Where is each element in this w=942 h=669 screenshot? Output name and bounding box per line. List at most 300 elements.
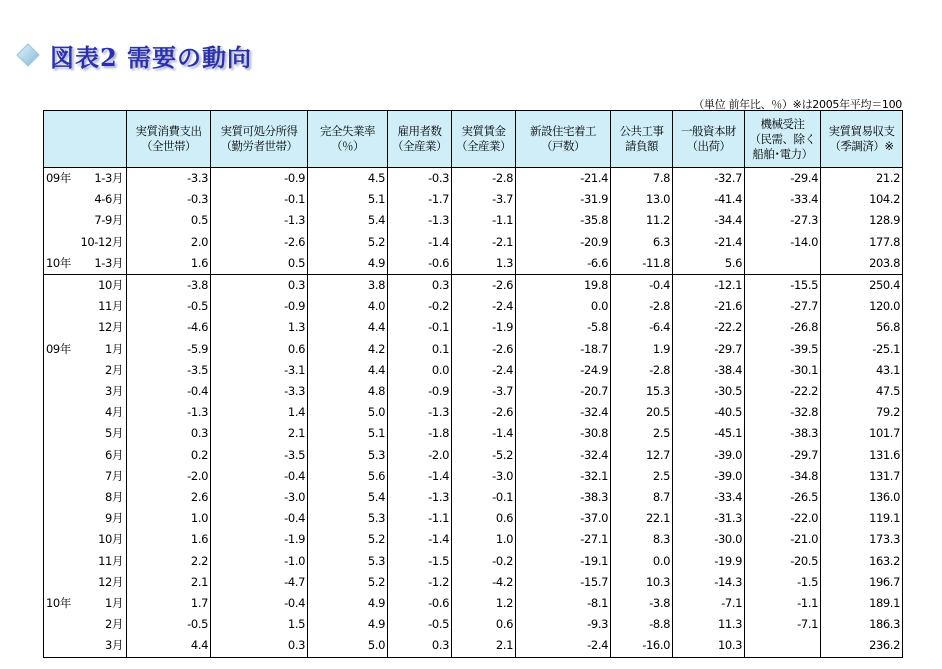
table-cell: -0.2 <box>388 296 452 317</box>
table-cell: 5.2 <box>308 529 388 550</box>
table-cell: -1.0 <box>211 551 308 572</box>
table-cell: -14.3 <box>673 572 745 593</box>
table-cell: -20.9 <box>516 232 611 253</box>
table-cell: -2.6 <box>452 402 516 423</box>
row-label <box>44 551 127 572</box>
row-label <box>44 572 127 593</box>
table-cell: 2.5 <box>611 423 673 444</box>
table-cell: 131.6 <box>821 445 903 466</box>
table-cell: 0.0 <box>388 360 452 381</box>
table-cell: -32.4 <box>516 445 611 466</box>
table-row <box>44 339 903 360</box>
table-row <box>44 402 903 423</box>
row-period: 11月 <box>98 553 123 568</box>
table-cell: -2.4 <box>516 635 611 657</box>
table-cell: -18.7 <box>516 339 611 360</box>
table-cell: 0.5 <box>127 210 211 231</box>
table-cell: -1.3 <box>388 402 452 423</box>
table-cell: -29.7 <box>745 445 821 466</box>
table-cell: 2.1 <box>127 572 211 593</box>
table-cell: -15.5 <box>745 275 821 297</box>
row-year: 10年 <box>46 255 71 270</box>
table-cell: -29.7 <box>673 339 745 360</box>
table-cell: 5.2 <box>308 232 388 253</box>
table-cell: -4.7 <box>211 572 308 593</box>
row-year: 10年 <box>46 596 71 611</box>
row-period: 1月 <box>104 596 123 611</box>
table-cell: 11.3 <box>673 614 745 635</box>
table-cell: 7.8 <box>611 168 673 190</box>
table-cell: -5.8 <box>516 317 611 338</box>
table-cell: -2.4 <box>452 360 516 381</box>
table-cell: 4.9 <box>308 614 388 635</box>
table-cell: -1.2 <box>388 572 452 593</box>
header-cell: 機械受注 （民需、除く 船舶･電力） <box>745 111 821 168</box>
table-row <box>44 253 903 275</box>
table-cell: -1.4 <box>452 423 516 444</box>
unit-note: （単位 前年比、％）※は2005年平均＝100 <box>693 98 902 111</box>
table-cell: 203.8 <box>821 253 903 275</box>
table-row <box>44 593 903 614</box>
table-cell: -21.4 <box>516 168 611 190</box>
table-cell: 79.2 <box>821 402 903 423</box>
table-cell: 4.9 <box>308 253 388 275</box>
row-period: 6月 <box>104 447 123 462</box>
table-cell: 19.8 <box>516 275 611 297</box>
header-cell: 新設住宅着工 （戸数） <box>516 111 611 168</box>
table-cell: -0.1 <box>388 317 452 338</box>
table-cell: -30.0 <box>673 529 745 550</box>
table-cell: -6.4 <box>611 317 673 338</box>
table-cell: 8.7 <box>611 487 673 508</box>
row-period: 2月 <box>104 362 123 377</box>
row-label <box>44 317 127 338</box>
header-cell: 実質消費支出 （全世帯） <box>127 111 211 168</box>
table-cell: -25.1 <box>821 339 903 360</box>
table-cell: -12.1 <box>673 275 745 297</box>
table-cell: 1.6 <box>127 253 211 275</box>
table-cell: 4.4 <box>308 317 388 338</box>
table-cell: -4.2 <box>452 572 516 593</box>
table-cell: -1.4 <box>388 232 452 253</box>
table-cell: -29.4 <box>745 168 821 190</box>
table-row <box>44 423 903 444</box>
row-period: 12月 <box>98 574 123 589</box>
table-cell: 2.1 <box>452 635 516 657</box>
table-cell: -15.7 <box>516 572 611 593</box>
row-label <box>44 593 127 614</box>
header-cell: 実質貿易収支 （季調済）※ <box>821 111 903 168</box>
table-cell: -24.9 <box>516 360 611 381</box>
table-cell: 6.3 <box>611 232 673 253</box>
table-cell: 120.0 <box>821 296 903 317</box>
table-cell: -1.9 <box>452 317 516 338</box>
table-cell: -3.7 <box>452 189 516 210</box>
table-cell: -4.6 <box>127 317 211 338</box>
table-cell: -26.8 <box>745 317 821 338</box>
table-cell: -2.6 <box>452 275 516 297</box>
table-cell: -0.6 <box>388 253 452 275</box>
table-cell: 47.5 <box>821 381 903 402</box>
table-cell: -0.2 <box>452 551 516 572</box>
table-cell: 189.1 <box>821 593 903 614</box>
row-label <box>44 296 127 317</box>
table-cell: -1.5 <box>388 551 452 572</box>
table-cell: -0.9 <box>388 381 452 402</box>
table-cell: -0.1 <box>452 487 516 508</box>
table-cell: -0.4 <box>211 466 308 487</box>
table-cell: 0.0 <box>516 296 611 317</box>
table-cell: -0.9 <box>211 296 308 317</box>
table-cell: -19.9 <box>673 551 745 572</box>
table-cell: -3.1 <box>211 360 308 381</box>
table-cell: -8.1 <box>516 593 611 614</box>
table-cell: -3.5 <box>127 360 211 381</box>
table-cell: 0.3 <box>211 275 308 297</box>
row-label <box>44 466 127 487</box>
row-period: 10月 <box>98 278 123 293</box>
table-cell: 0.2 <box>127 445 211 466</box>
table-cell: 15.3 <box>611 381 673 402</box>
table-cell: 1.6 <box>127 529 211 550</box>
table-cell: -1.5 <box>745 572 821 593</box>
table-cell: 131.7 <box>821 466 903 487</box>
table-cell: 0.3 <box>388 275 452 297</box>
table-cell: -21.4 <box>673 232 745 253</box>
table-cell: -41.4 <box>673 189 745 210</box>
row-year: 09年 <box>46 341 71 356</box>
table-cell: -39.0 <box>673 466 745 487</box>
table-row <box>44 529 903 550</box>
row-label <box>44 614 127 635</box>
table-cell: 128.9 <box>821 210 903 231</box>
row-label <box>44 232 127 253</box>
table-cell: -27.7 <box>745 296 821 317</box>
row-label <box>44 423 127 444</box>
table-cell: -2.8 <box>611 360 673 381</box>
table-row <box>44 635 903 657</box>
table-cell: 4.0 <box>308 296 388 317</box>
table-cell: 1.3 <box>452 253 516 275</box>
table-cell: -3.3 <box>127 168 211 190</box>
row-period: 10月 <box>98 532 123 547</box>
table-cell: 0.1 <box>388 339 452 360</box>
row-label <box>44 275 127 297</box>
table-cell: -2.0 <box>388 445 452 466</box>
table-cell: 1.7 <box>127 593 211 614</box>
table-cell: -35.8 <box>516 210 611 231</box>
table-row <box>44 614 903 635</box>
table-cell: 1.0 <box>127 508 211 529</box>
row-label <box>44 508 127 529</box>
table-cell: -27.1 <box>516 529 611 550</box>
table-cell: -3.8 <box>611 593 673 614</box>
table-cell: -0.4 <box>211 508 308 529</box>
row-period: 5月 <box>104 426 123 441</box>
table-row <box>44 381 903 402</box>
table-cell: -26.5 <box>745 487 821 508</box>
table-cell: -0.9 <box>211 168 308 190</box>
row-period: 4-6月 <box>94 192 123 207</box>
table-row <box>44 296 903 317</box>
table-cell: -27.3 <box>745 210 821 231</box>
table-cell: 56.8 <box>821 317 903 338</box>
row-period: 4月 <box>104 405 123 420</box>
table-row <box>44 210 903 231</box>
table-cell: 101.7 <box>821 423 903 444</box>
table-cell: -1.7 <box>388 189 452 210</box>
diamond-icon <box>16 43 40 67</box>
row-period: 3月 <box>104 384 123 399</box>
table-cell: 43.1 <box>821 360 903 381</box>
table-cell: 5.0 <box>308 402 388 423</box>
table-cell: -0.5 <box>127 614 211 635</box>
table-cell: -1.3 <box>211 210 308 231</box>
table-cell: -33.4 <box>745 189 821 210</box>
table-cell: 2.1 <box>211 423 308 444</box>
table-cell: 0.6 <box>211 339 308 360</box>
demand-trend-table <box>43 110 903 658</box>
table-cell: 0.0 <box>611 551 673 572</box>
table-cell: 20.5 <box>611 402 673 423</box>
header-cell: 雇用者数 （全産業） <box>388 111 452 168</box>
table-cell: -34.4 <box>673 210 745 231</box>
header-blank <box>44 111 127 168</box>
table-row <box>44 466 903 487</box>
table-cell: 0.5 <box>211 253 308 275</box>
table-cell: -2.6 <box>211 232 308 253</box>
table-cell: -37.0 <box>516 508 611 529</box>
table-cell: 1.2 <box>452 593 516 614</box>
table-cell: -32.4 <box>516 402 611 423</box>
row-period: 8月 <box>104 490 123 505</box>
table-cell: 0.6 <box>452 614 516 635</box>
table-cell: -32.7 <box>673 168 745 190</box>
table-cell: -19.1 <box>516 551 611 572</box>
table-cell: -33.4 <box>673 487 745 508</box>
table-cell: -5.2 <box>452 445 516 466</box>
table-cell: 4.8 <box>308 381 388 402</box>
table-cell: -3.8 <box>127 275 211 297</box>
table-row <box>44 168 903 190</box>
table-cell: -38.4 <box>673 360 745 381</box>
table-cell: -2.4 <box>452 296 516 317</box>
row-period: 11月 <box>98 299 123 314</box>
table-cell: 10.3 <box>673 635 745 657</box>
table-row <box>44 487 903 508</box>
table-cell: 8.3 <box>611 529 673 550</box>
table-cell: -1.4 <box>388 466 452 487</box>
row-label <box>44 360 127 381</box>
table-cell: -34.8 <box>745 466 821 487</box>
table-cell: -20.5 <box>745 551 821 572</box>
table-cell: 236.2 <box>821 635 903 657</box>
table-cell: -39.0 <box>673 445 745 466</box>
table-row <box>44 551 903 572</box>
table-cell: 5.0 <box>308 635 388 657</box>
table-cell: 163.2 <box>821 551 903 572</box>
table-cell: -1.3 <box>388 487 452 508</box>
table-cell: 119.1 <box>821 508 903 529</box>
table-cell: -3.0 <box>452 466 516 487</box>
table-cell: -30.8 <box>516 423 611 444</box>
row-label <box>44 189 127 210</box>
table-cell: 5.2 <box>308 572 388 593</box>
table-cell: 0.3 <box>211 635 308 657</box>
table-cell: 4.4 <box>308 360 388 381</box>
table-cell: -1.9 <box>211 529 308 550</box>
table-cell: -38.3 <box>745 423 821 444</box>
table-cell: -2.1 <box>452 232 516 253</box>
table-cell: 1.3 <box>211 317 308 338</box>
table-cell: 5.6 <box>308 466 388 487</box>
table-cell: -38.3 <box>516 487 611 508</box>
table-cell: 1.5 <box>211 614 308 635</box>
table-cell: 13.0 <box>611 189 673 210</box>
row-label <box>44 381 127 402</box>
table-cell: -3.5 <box>211 445 308 466</box>
table-cell: 4.2 <box>308 339 388 360</box>
table-cell: -32.8 <box>745 402 821 423</box>
header-row <box>44 111 903 168</box>
table-cell: -31.9 <box>516 189 611 210</box>
table-cell: -0.4 <box>211 593 308 614</box>
table-cell: -6.6 <box>516 253 611 275</box>
table-cell: -1.3 <box>127 402 211 423</box>
header-cell: 実質賃金 （全産業） <box>452 111 516 168</box>
table-cell: 186.3 <box>821 614 903 635</box>
header-cell: 公共工事 請負額 <box>611 111 673 168</box>
table-cell: -30.5 <box>673 381 745 402</box>
table-cell: 22.1 <box>611 508 673 529</box>
row-period: 7-9月 <box>94 213 123 228</box>
table-cell: 2.6 <box>127 487 211 508</box>
table-cell: 10.3 <box>611 572 673 593</box>
table-cell: 0.3 <box>127 423 211 444</box>
row-year: 09年 <box>46 171 71 185</box>
table-cell: -22.2 <box>745 381 821 402</box>
table-cell: -0.4 <box>611 275 673 297</box>
table-cell: -39.5 <box>745 339 821 360</box>
table-row <box>44 445 903 466</box>
table-cell: -22.2 <box>673 317 745 338</box>
table-cell: -0.3 <box>127 189 211 210</box>
table-cell <box>745 253 821 275</box>
table-cell: -21.0 <box>745 529 821 550</box>
table-row <box>44 360 903 381</box>
row-period: 9月 <box>104 511 123 526</box>
table-cell: -0.1 <box>211 189 308 210</box>
table-cell: -2.8 <box>611 296 673 317</box>
table-cell: 250.4 <box>821 275 903 297</box>
page-title: 図表2 需要の動向 <box>50 42 253 72</box>
table-row <box>44 189 903 210</box>
table-cell: 136.0 <box>821 487 903 508</box>
table-cell: -40.5 <box>673 402 745 423</box>
table-cell: -1.8 <box>388 423 452 444</box>
table-cell: 21.2 <box>821 168 903 190</box>
row-label <box>44 402 127 423</box>
table-cell: -1.4 <box>388 529 452 550</box>
table-cell: 11.2 <box>611 210 673 231</box>
table-cell: -2.0 <box>127 466 211 487</box>
table-cell: 4.4 <box>127 635 211 657</box>
table-cell: -0.3 <box>388 168 452 190</box>
table-cell: -31.3 <box>673 508 745 529</box>
row-period: 7月 <box>104 468 123 483</box>
table-cell: -3.3 <box>211 381 308 402</box>
table-cell: -11.8 <box>611 253 673 275</box>
row-label <box>44 253 127 275</box>
table-cell: 1.9 <box>611 339 673 360</box>
row-label <box>44 168 127 190</box>
table-row <box>44 232 903 253</box>
table-cell: -7.1 <box>745 614 821 635</box>
table-cell: 4.5 <box>308 168 388 190</box>
row-label <box>44 339 127 360</box>
table-cell: -3.0 <box>211 487 308 508</box>
table-cell: 0.3 <box>388 635 452 657</box>
table-cell: -9.3 <box>516 614 611 635</box>
table-cell: 5.6 <box>673 253 745 275</box>
header-cell: 一般資本財 （出荷） <box>673 111 745 168</box>
table-cell: 5.1 <box>308 189 388 210</box>
table-row <box>44 275 903 297</box>
table-cell: 2.2 <box>127 551 211 572</box>
header-cell: 完全失業率 （％） <box>308 111 388 168</box>
table-cell: -21.6 <box>673 296 745 317</box>
table-cell: 0.6 <box>452 508 516 529</box>
row-label <box>44 210 127 231</box>
table-cell: -2.8 <box>452 168 516 190</box>
table-cell: 5.3 <box>308 551 388 572</box>
table-cell: 196.7 <box>821 572 903 593</box>
table-cell: -20.7 <box>516 381 611 402</box>
table-cell: -1.3 <box>388 210 452 231</box>
table-cell: 4.9 <box>308 593 388 614</box>
table-cell: 173.3 <box>821 529 903 550</box>
table-row <box>44 572 903 593</box>
row-period: 10-12月 <box>80 234 123 249</box>
table-cell: -30.1 <box>745 360 821 381</box>
row-period: 1月 <box>104 341 123 356</box>
table-cell: -1.1 <box>745 593 821 614</box>
table-cell: 3.8 <box>308 275 388 297</box>
table-row <box>44 317 903 338</box>
row-period: 1-3月 <box>94 255 123 270</box>
table-cell: -2.6 <box>452 339 516 360</box>
table-cell: 5.3 <box>308 445 388 466</box>
table-cell: -16.0 <box>611 635 673 657</box>
table-cell: 1.4 <box>211 402 308 423</box>
table-cell: -0.5 <box>388 614 452 635</box>
table-cell: -0.5 <box>127 296 211 317</box>
table-cell: 5.3 <box>308 508 388 529</box>
row-label <box>44 635 127 657</box>
table-cell: 5.4 <box>308 210 388 231</box>
table-cell: 12.7 <box>611 445 673 466</box>
title-area <box>16 38 252 72</box>
row-label <box>44 529 127 550</box>
row-period: 1-3月 <box>94 171 123 185</box>
table-cell: -45.1 <box>673 423 745 444</box>
table-cell: -22.0 <box>745 508 821 529</box>
row-period: 12月 <box>98 320 123 335</box>
table-cell: -1.1 <box>388 508 452 529</box>
table-cell: -8.8 <box>611 614 673 635</box>
table-cell: 5.1 <box>308 423 388 444</box>
table-cell: 2.0 <box>127 232 211 253</box>
